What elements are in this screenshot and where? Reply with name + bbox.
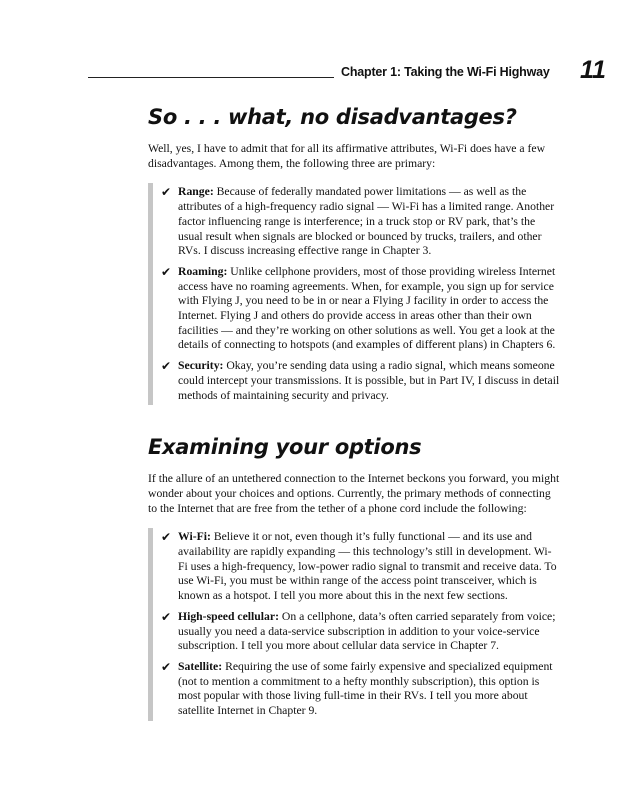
check-icon: ✔ (161, 359, 172, 374)
page-number: 11 (580, 56, 606, 84)
bullet-item-range (161, 185, 560, 259)
bullet-term: Wi-Fi: (178, 530, 211, 544)
page-body (148, 103, 560, 721)
section-heading: So . . . what, no disadvantages? (148, 105, 517, 129)
bullet-term: Security: (178, 359, 224, 373)
bullet-text: Believe it or not, even though it’s fully functional — and its use and availability are rapidly expanding — this technology’s still in development. Wi-Fi uses a high-frequency, low-power radio signal to transmit and receive data. To use Wi-Fi, you must be within range of the access point transceiver, which is known as a hotspot. I tell you more about this in the next few sections. (178, 530, 557, 603)
bullet-list (148, 183, 560, 405)
bullet-item-cellular (161, 610, 560, 654)
check-icon: ✔ (161, 264, 172, 279)
chapter-title: Chapter 1: Taking the Wi-Fi Highway (341, 65, 550, 79)
bullet-term: High-speed cellular: (178, 609, 279, 623)
check-icon: ✔ (161, 530, 172, 545)
bullet-text: Okay, you’re sending data using a radio signal, which means someone could intercept your transmissions. It is possible, but in Part IV, I discuss in detail methods of maintaining security and privacy. (178, 359, 560, 402)
bullet-term: Roaming: (178, 264, 228, 278)
bullet-list (148, 528, 560, 720)
header-rule (88, 77, 334, 78)
bullet-text: Requiring the use of some fairly expensive and specialized equipment (not to mention a commitment to a hefty monthly subscription), this option is most popular with those living full-time in their RVs. I tell you more about satellite Internet in Chapter 9. (178, 659, 553, 718)
bullet-item-security (161, 359, 560, 403)
bullet-item-roaming (161, 265, 560, 353)
bullet-text: Unlike cellphone providers, most of those providing wireless Internet access have no roaming agreements. When, for example, you sign up for service with Flying J, you need to be in or near a Flying J facility in order to access the Internet. Flying J and others do provide access in areas other than their own facilities — and they’re working on other solutions as well. You get a look at the details of connecting to hotspots (and examples of different plans) in Chapters 6. (178, 264, 556, 352)
bullet-text: Because of federally mandated power limitations — as well as the attributes of a high-frequency radio signal — Wi-Fi has a limited range. Another factor influencing range is interference; in a truck stop or RV park, that’s the usual result when signals are blocked or bounced by trucks, trailers, and other RVs. I discuss increasing effective range in Chapter 3. (178, 185, 555, 258)
check-icon: ✔ (161, 659, 172, 674)
bullet-text: On a cellphone, data’s often carried separately from voice; usually you need a data-service subscription in addition to your voice-service subscription. I tell you more about cellular data service in Chapter 7. (178, 609, 556, 653)
bullet-item-wifi (161, 530, 560, 604)
section-disadvantages (148, 103, 560, 405)
section-intro: Well, yes, I have to admit that for all its affirmative attributes, Wi-Fi does have a few disadvantages. Among them, the following three are primary: (148, 142, 546, 170)
check-icon: ✔ (161, 609, 172, 624)
bullet-term: Satellite: (178, 659, 223, 673)
section-options (148, 433, 560, 721)
check-icon: ✔ (161, 185, 172, 200)
bullet-term: Range: (178, 185, 214, 199)
section-intro: If the allure of an untethered connection to the Internet beckons you forward, you might wonder about your choices and options. Currently, the primary methods of connecting to the Internet that are free from the tether of a phone cord include the following: (148, 472, 560, 515)
bullet-item-satellite (161, 660, 560, 719)
section-heading: Examining your options (148, 435, 422, 460)
running-header (88, 56, 608, 90)
